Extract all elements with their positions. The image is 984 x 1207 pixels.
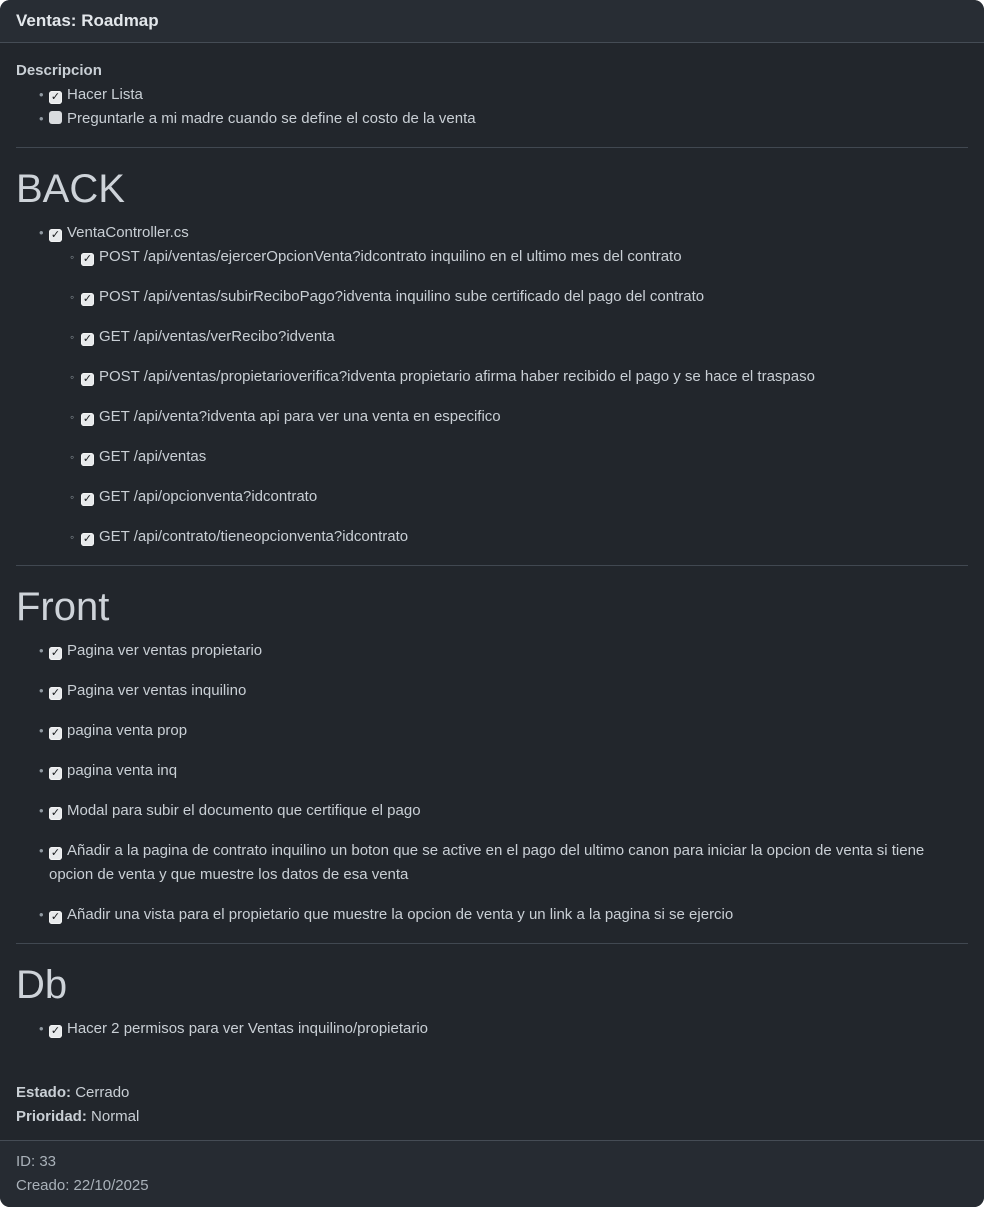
checklist-item — [16, 903, 968, 927]
checklist-item-label: GET /api/contrato/tieneopcionventa?idcontrato — [99, 528, 409, 545]
checklist-item — [16, 799, 968, 823]
checkbox-checked-icon[interactable]: ✓ — [50, 91, 61, 103]
checklist-item — [16, 719, 968, 743]
checkbox-checked-icon[interactable]: ✓ — [82, 413, 93, 425]
section-divider — [16, 943, 968, 944]
checklist-item — [16, 221, 968, 549]
checkbox-checked-icon[interactable]: ✓ — [50, 807, 61, 819]
checklist-item — [49, 365, 968, 389]
checkbox-checked-icon[interactable]: ✓ — [50, 911, 61, 923]
checklist-item — [16, 679, 968, 703]
checklist-item-label: Añadir una vista para el propietario que muestre la opcion de venta y un link a la pagina si se ejercio — [67, 906, 734, 923]
checklist-item-label: POST /api/ventas/subirReciboPago?idventa inquilino sube certificado del pago del contrato — [99, 288, 705, 305]
checkbox-checked-icon[interactable]: ✓ — [82, 493, 93, 505]
checklist-item — [49, 245, 968, 269]
issue-body — [0, 43, 984, 1140]
checkbox-checked-icon[interactable]: ✓ — [82, 453, 93, 465]
checklist-item-label: pagina venta inq — [67, 762, 178, 779]
checklist-item-label: GET /api/ventas — [99, 448, 207, 465]
checkbox-checked-icon[interactable]: ✓ — [82, 253, 93, 265]
footer — [0, 1140, 984, 1207]
checkbox-checked-icon[interactable]: ✓ — [50, 687, 61, 699]
checklist-item — [49, 525, 968, 549]
checklist-item — [16, 107, 968, 131]
description-heading: Descripcion — [16, 62, 102, 79]
checkbox-unchecked-icon[interactable] — [49, 111, 62, 124]
section-divider — [16, 565, 968, 566]
checklist-item-label: pagina venta prop — [67, 722, 188, 739]
prioridad-value: Normal — [91, 1108, 140, 1125]
section-heading-back: BACK — [16, 167, 125, 211]
title-bar — [0, 0, 984, 43]
checklist-item — [16, 839, 968, 887]
checklist-item-label: Pagina ver ventas propietario — [67, 642, 263, 659]
checklist-item — [49, 285, 968, 309]
estado-value: Cerrado — [75, 1084, 130, 1101]
checklist-item-label: Hacer Lista — [67, 86, 143, 103]
checklist-item — [16, 1017, 968, 1041]
prioridad-label: Prioridad: — [16, 1108, 87, 1125]
checklist-item — [49, 325, 968, 349]
checkbox-checked-icon[interactable]: ✓ — [82, 533, 93, 545]
sections-container — [16, 147, 968, 1041]
checklist-item-label: GET /api/venta?idventa api para ver una venta en especifico — [99, 408, 501, 425]
section-divider — [16, 147, 968, 148]
description-checklist — [16, 83, 968, 131]
checkbox-checked-icon[interactable]: ✓ — [50, 1025, 61, 1037]
section-checklist — [16, 221, 968, 549]
checklist-item — [49, 445, 968, 469]
section-checklist — [16, 1017, 968, 1041]
checklist-item-label: POST /api/ventas/ejercerOpcionVenta?idcontrato inquilino en el ultimo mes del contrato — [99, 248, 682, 265]
checklist-item-label: POST /api/ventas/propietarioverifica?idventa propietario afirma haber recibido el pago y se hace el traspaso — [99, 368, 815, 385]
issue-created-date: Creado: 22/10/2025 — [16, 1177, 149, 1194]
checklist-item — [49, 485, 968, 509]
checklist-item — [49, 405, 968, 429]
checkbox-checked-icon[interactable]: ✓ — [50, 727, 61, 739]
description-section — [16, 59, 968, 131]
meta-section — [16, 1081, 968, 1129]
checkbox-checked-icon[interactable]: ✓ — [50, 767, 61, 779]
estado-label: Estado: — [16, 1084, 72, 1101]
checkbox-checked-icon[interactable]: ✓ — [82, 333, 93, 345]
section-heading-front: Front — [16, 585, 110, 629]
checklist-item-label: VentaController.cs — [67, 224, 189, 241]
checklist-item-label: GET /api/ventas/verRecibo?idventa — [99, 328, 335, 345]
checklist-item-label: Pagina ver ventas inquilino — [67, 682, 247, 699]
checklist-item-label: Preguntarle a mi madre cuando se define el costo de la venta — [67, 110, 476, 127]
checkbox-checked-icon[interactable]: ✓ — [50, 847, 61, 859]
checklist-item-label: GET /api/opcionventa?idcontrato — [99, 488, 318, 505]
section-checklist — [16, 639, 968, 927]
checkbox-checked-icon[interactable]: ✓ — [82, 373, 93, 385]
page-title: Ventas: Roadmap — [16, 11, 159, 30]
checkbox-checked-icon[interactable]: ✓ — [82, 293, 93, 305]
nested-checklist — [49, 245, 968, 549]
checklist-item-label: Hacer 2 permisos para ver Ventas inquilino/propietario — [67, 1020, 429, 1037]
section-heading-db: Db — [16, 963, 68, 1007]
checklist-item — [16, 83, 968, 107]
estado-row — [16, 1081, 968, 1105]
checkbox-checked-icon[interactable]: ✓ — [50, 229, 61, 241]
checklist-item-label: Añadir a la pagina de contrato inquilino un boton que se active en el pago del ultimo canon para iniciar la opcion de venta si tiene opcion de venta y que muestre los datos de esa venta — [49, 842, 925, 883]
checklist-item — [16, 759, 968, 783]
issue-id: ID: 33 — [16, 1153, 57, 1170]
checklist-item-label: Modal para subir el documento que certifique el pago — [67, 802, 421, 819]
checklist-item — [16, 639, 968, 663]
checkbox-checked-icon[interactable]: ✓ — [50, 647, 61, 659]
prioridad-row — [16, 1105, 968, 1129]
